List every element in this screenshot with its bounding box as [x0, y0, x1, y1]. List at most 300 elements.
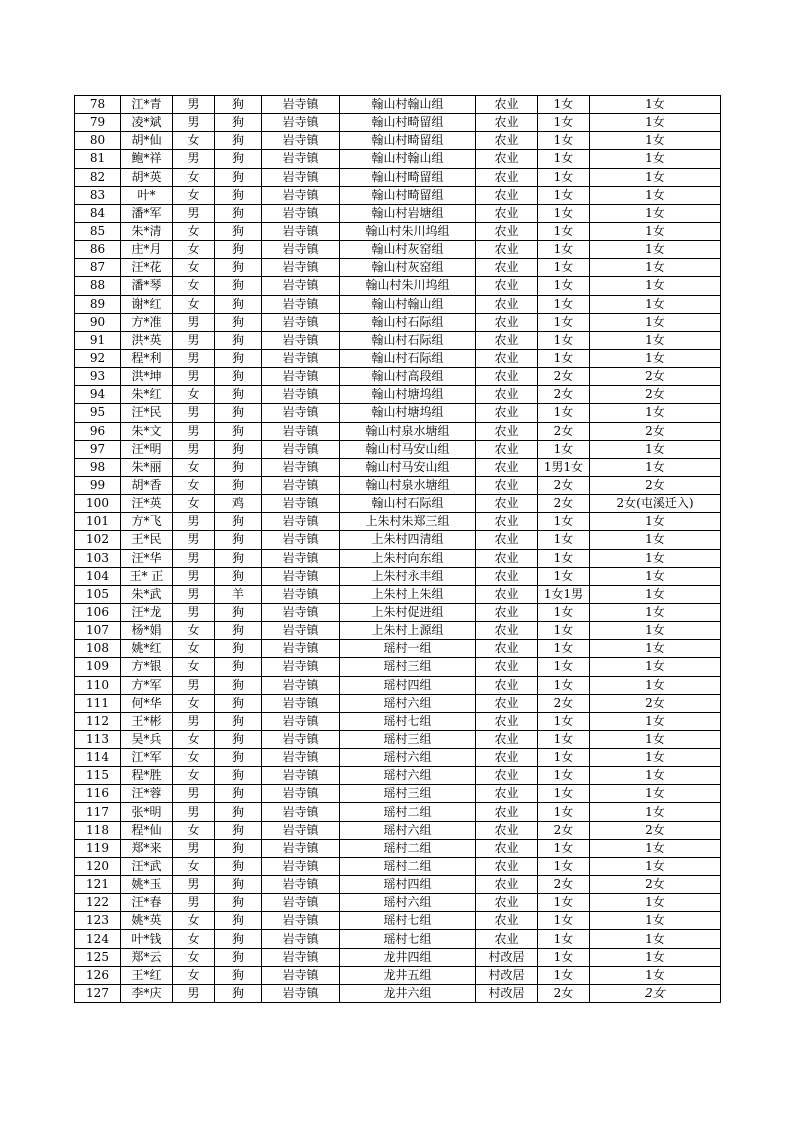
table-row: [75, 549, 721, 567]
gender-cell: 男: [173, 114, 215, 132]
table-row: [75, 476, 721, 494]
table-row: [75, 331, 721, 349]
name-cell: 汪*民: [121, 404, 173, 422]
verified-children-cell: 1女: [590, 785, 721, 803]
verified-children-cell: 1女: [590, 857, 721, 875]
town-cell: 岩寺镇: [262, 277, 340, 295]
verified-children-cell: 1女: [590, 150, 721, 168]
children-cell: 2女: [538, 694, 590, 712]
name-cell: 吴*兵: [121, 730, 173, 748]
town-cell: 岩寺镇: [262, 912, 340, 930]
table-row: [75, 513, 721, 531]
name-cell: 朱*丽: [121, 458, 173, 476]
children-cell: 1女: [538, 241, 590, 259]
town-cell: 岩寺镇: [262, 495, 340, 513]
town-cell: 岩寺镇: [262, 132, 340, 150]
table-row: [75, 839, 721, 857]
zodiac-cell: 羊: [215, 585, 262, 603]
row-number: 92: [75, 349, 121, 367]
verified-children-cell: 1女: [590, 404, 721, 422]
name-cell: 程*利: [121, 349, 173, 367]
village-group-cell: 瑶村七组: [340, 712, 476, 730]
table-row: [75, 821, 721, 839]
verified-children-cell: 1女: [590, 585, 721, 603]
name-cell: 王*红: [121, 966, 173, 984]
zodiac-cell: 狗: [215, 96, 262, 114]
name-cell: 谢*红: [121, 295, 173, 313]
gender-cell: 男: [173, 440, 215, 458]
household-type-cell: 农业: [476, 549, 538, 567]
gender-cell: 女: [173, 658, 215, 676]
children-cell: 2女: [538, 984, 590, 1002]
household-type-cell: 农业: [476, 658, 538, 676]
table-row: [75, 694, 721, 712]
household-type-cell: 农业: [476, 712, 538, 730]
household-type-cell: 农业: [476, 513, 538, 531]
zodiac-cell: 狗: [215, 712, 262, 730]
household-type-cell: 农业: [476, 313, 538, 331]
table-row: [75, 912, 721, 930]
name-cell: 潘*军: [121, 204, 173, 222]
children-cell: 1女: [538, 567, 590, 585]
village-group-cell: 上朱村永丰组: [340, 567, 476, 585]
children-cell: 1女: [538, 857, 590, 875]
row-number: 111: [75, 694, 121, 712]
children-cell: 1女: [538, 132, 590, 150]
row-number: 125: [75, 948, 121, 966]
name-cell: 朱*文: [121, 422, 173, 440]
verified-children-cell: 1女: [590, 767, 721, 785]
town-cell: 岩寺镇: [262, 458, 340, 476]
table-row: [75, 495, 721, 513]
verified-children-cell: 1女: [590, 313, 721, 331]
gender-cell: 男: [173, 894, 215, 912]
town-cell: 岩寺镇: [262, 204, 340, 222]
gender-cell: 男: [173, 876, 215, 894]
verified-children-cell: 1女: [590, 803, 721, 821]
children-cell: 2女: [538, 495, 590, 513]
zodiac-cell: 狗: [215, 277, 262, 295]
gender-cell: 男: [173, 567, 215, 585]
gender-cell: 女: [173, 640, 215, 658]
town-cell: 岩寺镇: [262, 585, 340, 603]
verified-children-cell: 1女: [590, 712, 721, 730]
verified-children-cell: 1女: [590, 603, 721, 621]
table-row: [75, 168, 721, 186]
household-type-cell: 农业: [476, 349, 538, 367]
name-cell: 杨*娟: [121, 622, 173, 640]
zodiac-cell: 狗: [215, 241, 262, 259]
name-cell: 潘*琴: [121, 277, 173, 295]
children-cell: 1女: [538, 785, 590, 803]
village-group-cell: 上朱村四清组: [340, 531, 476, 549]
village-group-cell: 翰山村泉水塘组: [340, 476, 476, 494]
town-cell: 岩寺镇: [262, 114, 340, 132]
town-cell: 岩寺镇: [262, 386, 340, 404]
town-cell: 岩寺镇: [262, 640, 340, 658]
village-group-cell: 龙井五组: [340, 966, 476, 984]
town-cell: 岩寺镇: [262, 440, 340, 458]
verified-children-cell: 1女: [590, 204, 721, 222]
name-cell: 程*胜: [121, 767, 173, 785]
household-type-cell: 农业: [476, 749, 538, 767]
town-cell: 岩寺镇: [262, 857, 340, 875]
village-group-cell: 龙井四组: [340, 948, 476, 966]
verified-children-cell: 1女: [590, 839, 721, 857]
gender-cell: 女: [173, 386, 215, 404]
town-cell: 岩寺镇: [262, 331, 340, 349]
verified-children-cell: 1女: [590, 186, 721, 204]
town-cell: 岩寺镇: [262, 549, 340, 567]
row-number: 84: [75, 204, 121, 222]
town-cell: 岩寺镇: [262, 368, 340, 386]
gender-cell: 女: [173, 966, 215, 984]
village-group-cell: 瑶村三组: [340, 658, 476, 676]
children-cell: 1女: [538, 749, 590, 767]
town-cell: 岩寺镇: [262, 876, 340, 894]
town-cell: 岩寺镇: [262, 694, 340, 712]
row-number: 98: [75, 458, 121, 476]
village-group-cell: 瑶村七组: [340, 912, 476, 930]
table-row: [75, 277, 721, 295]
gender-cell: 女: [173, 622, 215, 640]
children-cell: 1女: [538, 204, 590, 222]
children-cell: 1女: [538, 114, 590, 132]
gender-cell: 女: [173, 694, 215, 712]
gender-cell: 女: [173, 948, 215, 966]
household-type-cell: 农业: [476, 277, 538, 295]
verified-children-cell: 1女: [590, 295, 721, 313]
household-type-cell: 农业: [476, 404, 538, 422]
table-row: [75, 767, 721, 785]
zodiac-cell: 狗: [215, 876, 262, 894]
zodiac-cell: 狗: [215, 821, 262, 839]
household-type-cell: 农业: [476, 640, 538, 658]
village-group-cell: 龙井六组: [340, 984, 476, 1002]
children-cell: 1女: [538, 966, 590, 984]
table-row: [75, 603, 721, 621]
name-cell: 洪*坤: [121, 368, 173, 386]
table-row: [75, 948, 721, 966]
zodiac-cell: 狗: [215, 222, 262, 240]
row-number: 112: [75, 712, 121, 730]
gender-cell: 女: [173, 222, 215, 240]
row-number: 106: [75, 603, 121, 621]
table-row: [75, 785, 721, 803]
household-type-cell: 农业: [476, 96, 538, 114]
household-type-cell: 农业: [476, 150, 538, 168]
gender-cell: 女: [173, 277, 215, 295]
zodiac-cell: 狗: [215, 894, 262, 912]
verified-children-cell: 1女: [590, 349, 721, 367]
town-cell: 岩寺镇: [262, 150, 340, 168]
gender-cell: 女: [173, 930, 215, 948]
village-group-cell: 瑶村四组: [340, 676, 476, 694]
town-cell: 岩寺镇: [262, 567, 340, 585]
name-cell: 姚*红: [121, 640, 173, 658]
household-type-cell: 农业: [476, 821, 538, 839]
children-cell: 1女: [538, 803, 590, 821]
zodiac-cell: 狗: [215, 368, 262, 386]
row-number: 118: [75, 821, 121, 839]
gender-cell: 男: [173, 204, 215, 222]
household-type-cell: 农业: [476, 132, 538, 150]
village-group-cell: 瑶村六组: [340, 694, 476, 712]
children-cell: 1女: [538, 930, 590, 948]
children-cell: 1女: [538, 440, 590, 458]
household-type-cell: 农业: [476, 422, 538, 440]
town-cell: 岩寺镇: [262, 984, 340, 1002]
row-number: 116: [75, 785, 121, 803]
gender-cell: 女: [173, 749, 215, 767]
zodiac-cell: 狗: [215, 730, 262, 748]
name-cell: 方*飞: [121, 513, 173, 531]
row-number: 108: [75, 640, 121, 658]
children-cell: 1女: [538, 894, 590, 912]
gender-cell: 男: [173, 368, 215, 386]
village-group-cell: 瑶村六组: [340, 749, 476, 767]
village-group-cell: 瑶村六组: [340, 894, 476, 912]
name-cell: 郑*云: [121, 948, 173, 966]
household-type-cell: 农业: [476, 839, 538, 857]
household-type-cell: 农业: [476, 114, 538, 132]
name-cell: 汪*春: [121, 894, 173, 912]
household-type-cell: 农业: [476, 730, 538, 748]
village-group-cell: 翰山村高段组: [340, 368, 476, 386]
village-group-cell: 翰山村朱川坞组: [340, 277, 476, 295]
table-row: [75, 368, 721, 386]
village-group-cell: 瑶村六组: [340, 767, 476, 785]
verified-children-cell: 1女: [590, 241, 721, 259]
table-row: [75, 894, 721, 912]
town-cell: 岩寺镇: [262, 839, 340, 857]
name-cell: 王*民: [121, 531, 173, 549]
town-cell: 岩寺镇: [262, 96, 340, 114]
verified-children-cell: 1女: [590, 894, 721, 912]
town-cell: 岩寺镇: [262, 622, 340, 640]
gender-cell: 男: [173, 785, 215, 803]
gender-cell: 男: [173, 331, 215, 349]
gender-cell: 男: [173, 422, 215, 440]
household-type-cell: 农业: [476, 894, 538, 912]
children-cell: 2女: [538, 876, 590, 894]
table-row: [75, 422, 721, 440]
village-group-cell: 瑶村二组: [340, 857, 476, 875]
household-type-cell: 农业: [476, 531, 538, 549]
children-cell: 1女: [538, 549, 590, 567]
village-group-cell: 瑶村三组: [340, 730, 476, 748]
table-row: [75, 114, 721, 132]
table-row: [75, 204, 721, 222]
row-number: 90: [75, 313, 121, 331]
verified-children-cell: 1女: [590, 549, 721, 567]
name-cell: 叶*钱: [121, 930, 173, 948]
children-cell: 1女: [538, 640, 590, 658]
village-group-cell: 翰山村畸留组: [340, 114, 476, 132]
zodiac-cell: 狗: [215, 549, 262, 567]
household-type-cell: 农业: [476, 676, 538, 694]
table-row: [75, 440, 721, 458]
gender-cell: 男: [173, 349, 215, 367]
table-row: [75, 222, 721, 240]
zodiac-cell: 狗: [215, 785, 262, 803]
verified-children-cell: 1女: [590, 168, 721, 186]
household-type-cell: 农业: [476, 930, 538, 948]
town-cell: 岩寺镇: [262, 749, 340, 767]
name-cell: 王* 正: [121, 567, 173, 585]
children-cell: 1女: [538, 277, 590, 295]
household-type-cell: 村改居: [476, 966, 538, 984]
gender-cell: 女: [173, 730, 215, 748]
town-cell: 岩寺镇: [262, 894, 340, 912]
zodiac-cell: 狗: [215, 622, 262, 640]
zodiac-cell: 狗: [215, 603, 262, 621]
zodiac-cell: 狗: [215, 803, 262, 821]
children-cell: 1女: [538, 712, 590, 730]
town-cell: 岩寺镇: [262, 930, 340, 948]
verified-children-cell: 1女: [590, 458, 721, 476]
table-row: [75, 658, 721, 676]
row-number: 87: [75, 259, 121, 277]
zodiac-cell: 狗: [215, 313, 262, 331]
row-number: 113: [75, 730, 121, 748]
village-group-cell: 翰山村灰窑组: [340, 259, 476, 277]
household-type-cell: 农业: [476, 803, 538, 821]
table-row: [75, 386, 721, 404]
household-type-cell: 农业: [476, 567, 538, 585]
table-row: [75, 622, 721, 640]
town-cell: 岩寺镇: [262, 658, 340, 676]
children-cell: 1女: [538, 948, 590, 966]
verified-children-cell: 1女: [590, 676, 721, 694]
row-number: 102: [75, 531, 121, 549]
village-group-cell: 翰山村马安山组: [340, 440, 476, 458]
table-row: [75, 730, 721, 748]
household-type-cell: 农业: [476, 603, 538, 621]
records-table: [74, 95, 721, 1003]
town-cell: 岩寺镇: [262, 803, 340, 821]
row-number: 123: [75, 912, 121, 930]
row-number: 110: [75, 676, 121, 694]
row-number: 95: [75, 404, 121, 422]
gender-cell: 女: [173, 458, 215, 476]
zodiac-cell: 狗: [215, 640, 262, 658]
table-row: [75, 585, 721, 603]
children-cell: 1女: [538, 186, 590, 204]
row-number: 103: [75, 549, 121, 567]
village-group-cell: 上朱村上源组: [340, 622, 476, 640]
household-type-cell: 农业: [476, 204, 538, 222]
gender-cell: 男: [173, 585, 215, 603]
table-row: [75, 404, 721, 422]
town-cell: 岩寺镇: [262, 948, 340, 966]
household-type-cell: 农业: [476, 785, 538, 803]
town-cell: 岩寺镇: [262, 241, 340, 259]
verified-children-cell: 1女: [590, 277, 721, 295]
town-cell: 岩寺镇: [262, 295, 340, 313]
children-cell: 1女: [538, 150, 590, 168]
children-cell: 1女: [538, 767, 590, 785]
row-number: 119: [75, 839, 121, 857]
zodiac-cell: 狗: [215, 331, 262, 349]
household-type-cell: 农业: [476, 168, 538, 186]
household-type-cell: 农业: [476, 622, 538, 640]
zodiac-cell: 狗: [215, 930, 262, 948]
gender-cell: 女: [173, 767, 215, 785]
name-cell: 何*华: [121, 694, 173, 712]
name-cell: 王*彬: [121, 712, 173, 730]
row-number: 85: [75, 222, 121, 240]
verified-children-cell: 1女: [590, 114, 721, 132]
gender-cell: 女: [173, 132, 215, 150]
name-cell: 胡*仙: [121, 132, 173, 150]
table-row: [75, 259, 721, 277]
town-cell: 岩寺镇: [262, 222, 340, 240]
zodiac-cell: 狗: [215, 857, 262, 875]
town-cell: 岩寺镇: [262, 404, 340, 422]
name-cell: 江*军: [121, 749, 173, 767]
children-cell: 2女: [538, 422, 590, 440]
row-number: 99: [75, 476, 121, 494]
gender-cell: 男: [173, 404, 215, 422]
name-cell: 汪*明: [121, 440, 173, 458]
town-cell: 岩寺镇: [262, 186, 340, 204]
row-number: 100: [75, 495, 121, 513]
zodiac-cell: 狗: [215, 386, 262, 404]
gender-cell: 女: [173, 295, 215, 313]
table-row: [75, 150, 721, 168]
row-number: 107: [75, 622, 121, 640]
zodiac-cell: 狗: [215, 767, 262, 785]
table-row: [75, 458, 721, 476]
household-type-cell: 农业: [476, 876, 538, 894]
household-type-cell: 农业: [476, 585, 538, 603]
children-cell: 1女: [538, 313, 590, 331]
gender-cell: 男: [173, 839, 215, 857]
verified-children-cell: 1女: [590, 222, 721, 240]
village-group-cell: 翰山村畸留组: [340, 168, 476, 186]
children-cell: 2女: [538, 386, 590, 404]
name-cell: 姚*玉: [121, 876, 173, 894]
gender-cell: 男: [173, 313, 215, 331]
table-row: [75, 349, 721, 367]
village-group-cell: 翰山村岩塘组: [340, 204, 476, 222]
town-cell: 岩寺镇: [262, 422, 340, 440]
town-cell: 岩寺镇: [262, 168, 340, 186]
household-type-cell: 农业: [476, 440, 538, 458]
village-group-cell: 翰山村马安山组: [340, 458, 476, 476]
verified-children-cell: 2女: [590, 694, 721, 712]
name-cell: 张*明: [121, 803, 173, 821]
row-number: 97: [75, 440, 121, 458]
zodiac-cell: 狗: [215, 440, 262, 458]
village-group-cell: 翰山村朱川坞组: [340, 222, 476, 240]
village-group-cell: 翰山村石际组: [340, 349, 476, 367]
table-row: [75, 241, 721, 259]
name-cell: 庄*月: [121, 241, 173, 259]
row-number: 121: [75, 876, 121, 894]
gender-cell: 男: [173, 531, 215, 549]
row-number: 120: [75, 857, 121, 875]
table-row: [75, 712, 721, 730]
village-group-cell: 瑶村七组: [340, 930, 476, 948]
zodiac-cell: 狗: [215, 966, 262, 984]
village-group-cell: 翰山村翰山组: [340, 96, 476, 114]
verified-children-cell: 1女: [590, 440, 721, 458]
children-cell: 1女: [538, 676, 590, 694]
table-row: [75, 313, 721, 331]
table-row: [75, 930, 721, 948]
